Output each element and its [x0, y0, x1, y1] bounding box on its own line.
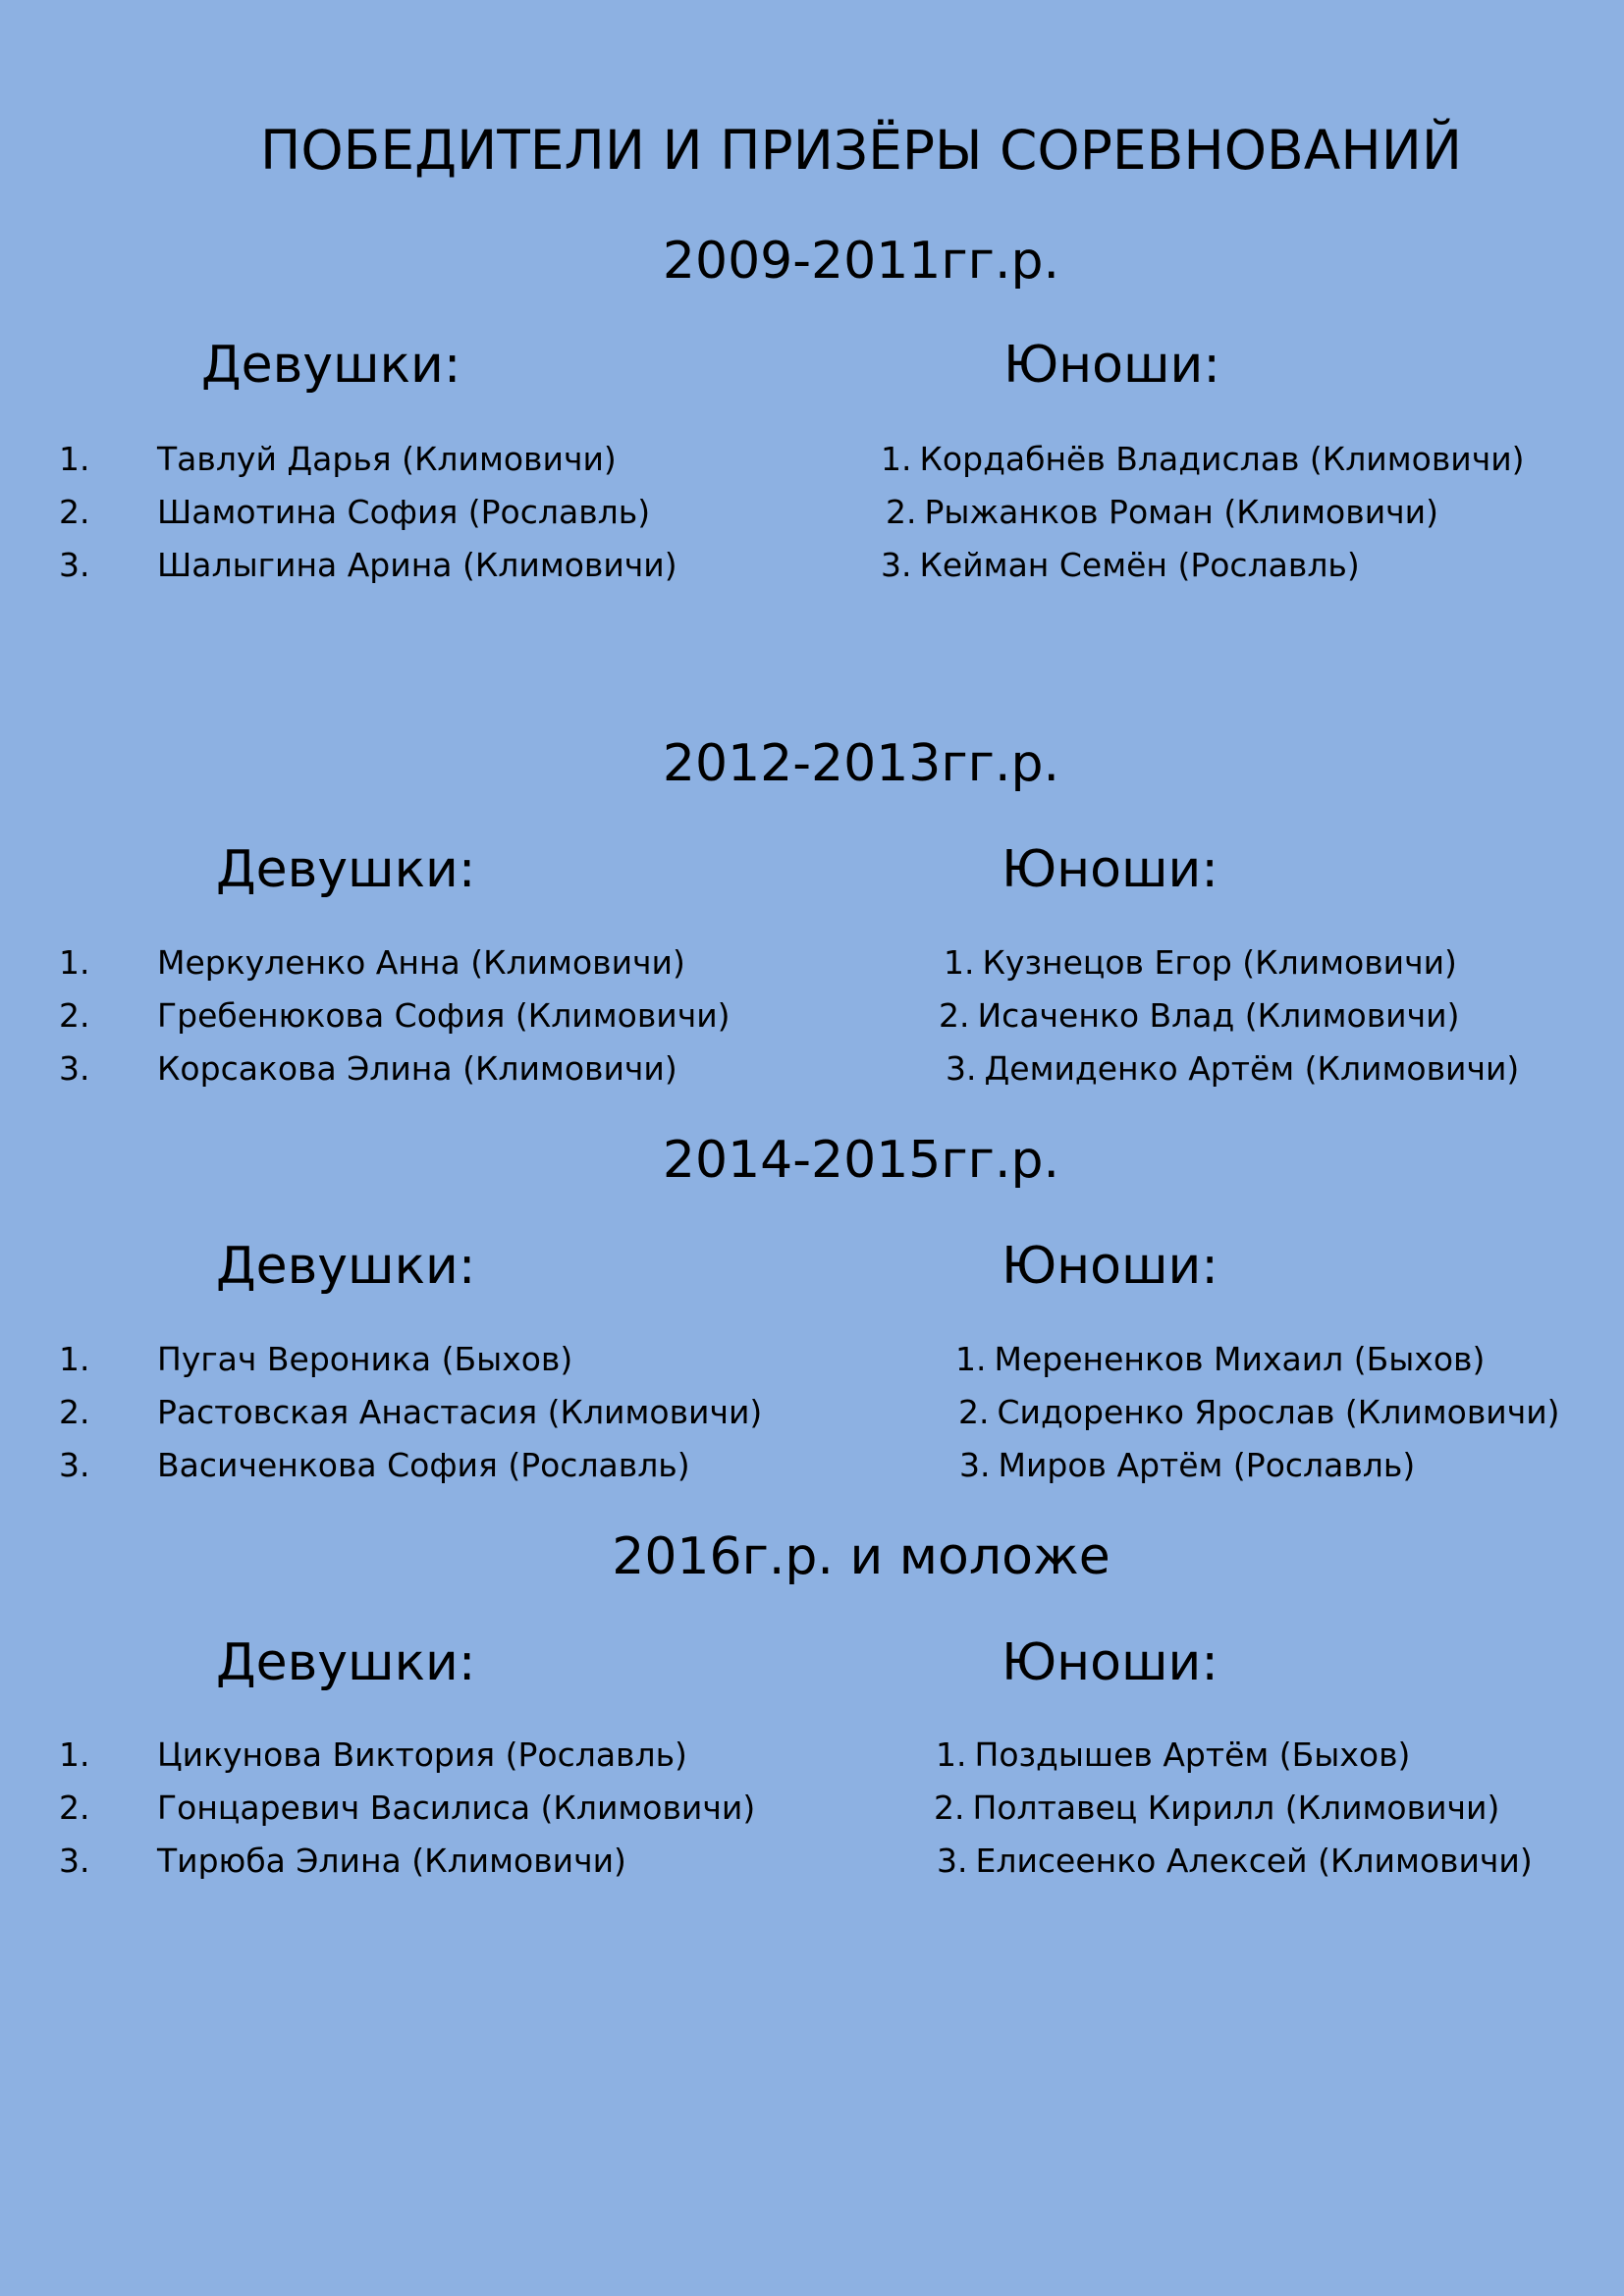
place-number: 2.: [59, 1789, 90, 1827]
participant-name: Елисеенко Алексей (Климовичи): [975, 1842, 1533, 1880]
participant-name: Полтавец Кирилл (Климовичи): [972, 1789, 1500, 1827]
participant-name: Шалыгина Арина (Климовичи): [157, 546, 677, 584]
section-heading-2014-2015: 2014-2015гг.р.: [662, 1131, 1060, 1190]
place-number: 3.: [59, 546, 90, 584]
participant-name: Тирюба Элина (Климовичи): [157, 1842, 626, 1880]
participant-name: Цикунова Виктория (Рославль): [157, 1735, 687, 1774]
participant-name: Кузнецов Егор (Климовичи): [982, 943, 1457, 982]
place-number: 1.: [59, 440, 90, 478]
boys-list-item: [959, 1444, 1415, 1487]
participant-name: Исаченко Влад (Климовичи): [977, 996, 1460, 1035]
boys-list-item: [937, 1840, 1533, 1883]
place-number: 1.: [59, 943, 90, 982]
participant-name: Миров Артём (Рославль): [998, 1446, 1416, 1484]
place-number: 2.: [934, 1789, 965, 1827]
boys-label: Юноши:: [1001, 840, 1218, 899]
place-number: 2.: [958, 1393, 990, 1431]
place-number: 1.: [59, 1735, 90, 1774]
boys-list-item: [944, 941, 1457, 985]
section-heading-2016: 2016г.р. и моложе: [612, 1527, 1110, 1586]
boys-label: Юноши:: [1001, 1633, 1218, 1692]
place-number: 2.: [939, 996, 970, 1035]
place-number: 3.: [59, 1446, 90, 1484]
page-title: ПОБЕДИТЕЛИ И ПРИЗЁРЫ СОРЕВНОВАНИЙ: [259, 119, 1463, 182]
participant-name: Рыжанков Роман (Климовичи): [924, 493, 1438, 531]
participant-name: Тавлуй Дарья (Климовичи): [157, 440, 617, 478]
place-number: 1.: [881, 440, 912, 478]
participant-name: Корсакова Элина (Климовичи): [157, 1049, 677, 1088]
participant-name: Гонцаревич Василиса (Климовичи): [157, 1789, 756, 1827]
participant-name: Растовская Анастасия (Климовичи): [157, 1393, 763, 1431]
place-number: 3.: [959, 1446, 991, 1484]
section-heading-2009-2011: 2009-2011гг.р.: [662, 232, 1060, 291]
participant-name: Пугач Вероника (Быхов): [157, 1340, 573, 1378]
place-number: 3.: [59, 1842, 90, 1880]
boys-list-item: [881, 544, 1360, 587]
boys-list-item: [955, 1338, 1485, 1381]
participant-name: Шамотина София (Рославль): [157, 493, 651, 531]
place-number: 2.: [59, 493, 90, 531]
boys-list-item: [936, 1734, 1410, 1777]
girls-label: Девушки:: [216, 840, 476, 899]
place-number: 2.: [886, 493, 917, 531]
place-number: 1.: [944, 943, 975, 982]
place-number: 1.: [955, 1340, 987, 1378]
girls-label: Девушки:: [201, 336, 461, 395]
participant-name: Мерененков Михаил (Быхов): [994, 1340, 1486, 1378]
boys-list-item: [934, 1787, 1499, 1830]
boys-list-item: [946, 1047, 1519, 1091]
participant-name: Поздышев Артём (Быхов): [974, 1735, 1411, 1774]
boys-label: Юноши:: [1003, 336, 1220, 395]
participant-name: Кейман Семён (Рославль): [919, 546, 1360, 584]
girls-label: Девушки:: [216, 1237, 476, 1296]
boys-list-item: [939, 994, 1459, 1038]
place-number: 2.: [59, 996, 90, 1035]
place-number: 1.: [59, 1340, 90, 1378]
participant-name: Васиченкова София (Рославль): [157, 1446, 690, 1484]
boys-list-item: [958, 1391, 1560, 1434]
place-number: 3.: [946, 1049, 977, 1088]
girls-label: Девушки:: [216, 1633, 476, 1692]
place-number: 3.: [881, 546, 912, 584]
place-number: 1.: [936, 1735, 967, 1774]
participant-name: Кордабнёв Владислав (Климовичи): [919, 440, 1525, 478]
place-number: 3.: [59, 1049, 90, 1088]
place-number: 3.: [937, 1842, 968, 1880]
boys-list-item: [886, 491, 1438, 534]
participant-name: Демиденко Артём (Климовичи): [984, 1049, 1520, 1088]
participant-name: Меркуленко Анна (Климовичи): [157, 943, 685, 982]
boys-label: Юноши:: [1001, 1237, 1218, 1296]
participant-name: Сидоренко Ярослав (Климовичи): [997, 1393, 1560, 1431]
section-heading-2012-2013: 2012-2013гг.р.: [662, 734, 1060, 793]
boys-list-item: [881, 438, 1525, 481]
place-number: 2.: [59, 1393, 90, 1431]
participant-name: Гребенюкова София (Климовичи): [157, 996, 731, 1035]
